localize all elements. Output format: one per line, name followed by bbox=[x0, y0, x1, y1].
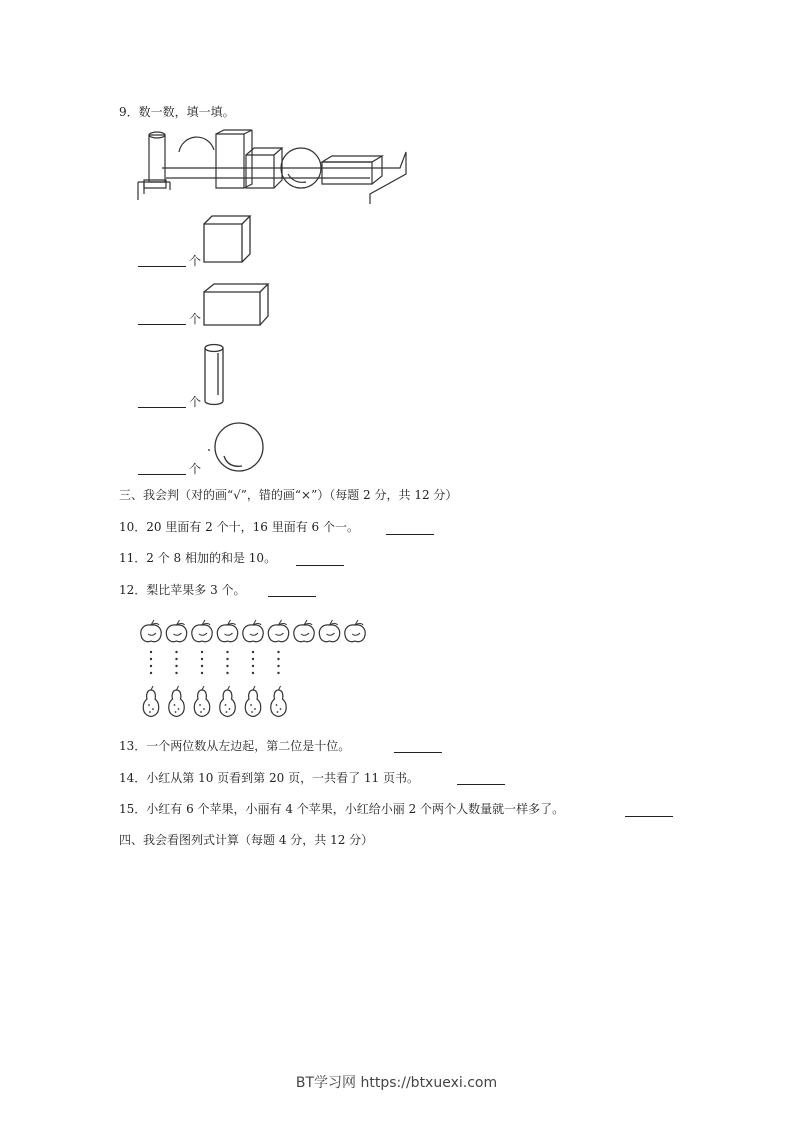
question-11-answer-blank[interactable] bbox=[296, 565, 344, 566]
apple-icon bbox=[294, 620, 314, 642]
question-14-answer-blank[interactable] bbox=[457, 784, 505, 785]
section-3-title: 三、我会判（对的画“√”，错的画“×”）（每题 2 分，共 12 分） bbox=[119, 488, 458, 502]
apple-icon bbox=[141, 620, 161, 642]
pear-icon bbox=[143, 686, 159, 717]
sphere-icon bbox=[206, 420, 268, 476]
cube-count-blank[interactable] bbox=[138, 266, 186, 267]
match-dots bbox=[226, 651, 228, 674]
question-11: 11．2 个 8 相加的和是 10。 bbox=[119, 551, 277, 565]
cuboid-count-blank[interactable] bbox=[138, 324, 186, 325]
question-12-answer-blank[interactable] bbox=[268, 596, 316, 597]
question-12: 12．梨比苹果多 3 个。 bbox=[119, 583, 246, 597]
footer-watermark: BT学习网 https://btxuexi.com bbox=[295, 1075, 498, 1091]
blocks-scene-image bbox=[136, 130, 411, 208]
question-14: 14．小红从第 10 页看到第 20 页，一共看了 11 页书。 bbox=[119, 771, 419, 785]
match-dots bbox=[150, 651, 152, 674]
cuboid-icon bbox=[202, 282, 270, 328]
question-13-answer-blank[interactable] bbox=[394, 752, 442, 753]
apple-icon bbox=[192, 620, 212, 642]
pear-icon bbox=[194, 686, 210, 717]
match-dots bbox=[277, 651, 279, 674]
question-10: 10．20 里面有 2 个十，16 里面有 6 个一。 bbox=[119, 520, 359, 534]
match-dots bbox=[252, 651, 254, 674]
cylinder-unit-label: 个 bbox=[189, 395, 202, 409]
cylinder-icon bbox=[202, 343, 226, 407]
match-dots bbox=[175, 651, 177, 674]
apple-icon bbox=[166, 620, 186, 642]
cylinder-count-blank[interactable] bbox=[138, 407, 186, 408]
question-9-title: 9．数一数，填一填。 bbox=[119, 105, 235, 119]
pear-icon bbox=[169, 686, 185, 717]
question-15: 15．小红有 6 个苹果，小丽有 4 个苹果，小红给小丽 2 个两个人数量就一样多了。 bbox=[119, 802, 565, 816]
question-15-answer-blank[interactable] bbox=[625, 816, 673, 817]
apples-pears-diagram bbox=[138, 616, 370, 722]
pear-icon bbox=[220, 686, 236, 717]
question-10-answer-blank[interactable] bbox=[386, 534, 434, 535]
apple-icon bbox=[345, 620, 365, 642]
apple-icon bbox=[268, 620, 288, 642]
cuboid-unit-label: 个 bbox=[189, 312, 202, 326]
sphere-count-blank[interactable] bbox=[138, 474, 186, 475]
pear-icon bbox=[245, 686, 261, 717]
cube-icon bbox=[202, 214, 252, 264]
sphere-unit-label: 个 bbox=[189, 462, 202, 476]
question-13: 13．一个两位数从左边起，第二位是十位。 bbox=[119, 739, 351, 753]
apple-icon bbox=[217, 620, 237, 642]
match-dots bbox=[201, 651, 203, 674]
section-4-title: 四、我会看图列式计算（每题 4 分，共 12 分） bbox=[119, 833, 374, 847]
apple-icon bbox=[319, 620, 339, 642]
pear-icon bbox=[271, 686, 287, 717]
cube-unit-label: 个 bbox=[189, 254, 202, 268]
apple-icon bbox=[243, 620, 263, 642]
